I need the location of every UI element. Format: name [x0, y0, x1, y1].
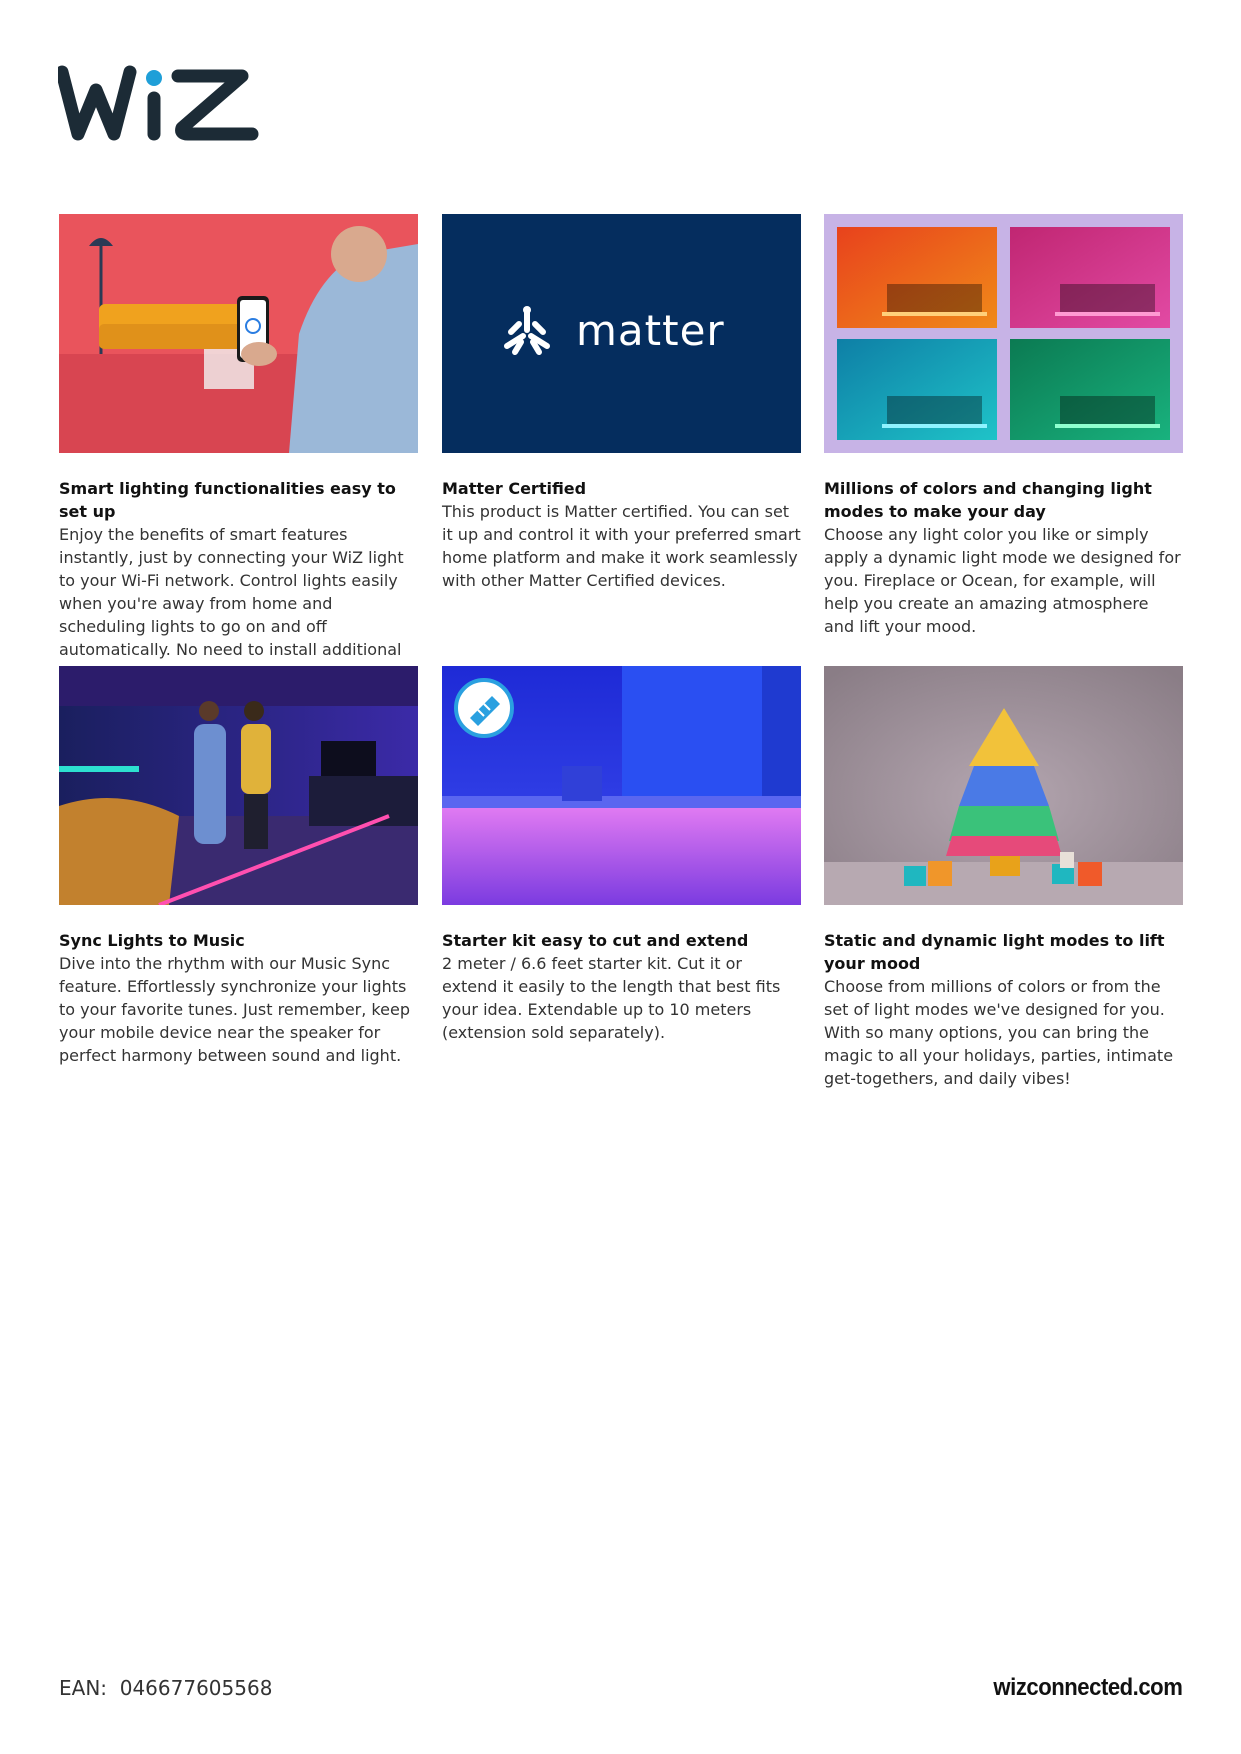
- feature-title: Static and dynamic light modes to lift your mood: [824, 931, 1165, 973]
- website-link[interactable]: wizconnected.com: [993, 1674, 1182, 1701]
- music-sync-image: [59, 666, 418, 905]
- feature-card-smart-setup: [59, 214, 418, 684]
- feature-title: Smart lighting functionalities easy to set up: [59, 479, 396, 521]
- feature-title: Matter Certified: [442, 479, 587, 498]
- matter-image: [442, 214, 801, 453]
- colors-image: [824, 214, 1183, 453]
- feature-description: This product is Matter certified. You can set it up and control it with your preferred smart home platform and make it work seamlessly with other Matter Certified devices.: [442, 502, 801, 590]
- feature-title: Sync Lights to Music: [59, 931, 245, 950]
- feature-title: Starter kit easy to cut and extend: [442, 931, 749, 950]
- feature-description: Dive into the rhythm with our Music Sync feature. Effortlessly synchronize your lights to your favorite tunes. Just remember, keep your mobile device near the speaker for perfect harmony between sound and light.: [59, 954, 410, 1065]
- smart-setup-image: [59, 214, 418, 453]
- wiz-logo: [58, 58, 284, 148]
- ean-code: EAN: 046677605568: [59, 1676, 273, 1700]
- feature-description: Enjoy the benefits of smart features instantly, just by connecting your WiZ light to your Wi-Fi network. Control lights easily when you're away from home and scheduling lights to go on and off automatically. No need to install additional: [59, 525, 404, 659]
- matter-wordmark: matter: [576, 306, 725, 355]
- feature-description: 2 meter / 6.6 feet starter kit. Cut it or extend it easily to the length that best fits your idea. Extendable up to 10 meters (extension sold separately).: [442, 954, 781, 1042]
- feature-description: Choose any light color you like or simply apply a dynamic light mode we designed for you. Fireplace or Ocean, for example, will help you create an amazing atmosphere and lift your mood.: [824, 525, 1181, 636]
- feature-card-colors: [824, 214, 1183, 638]
- feature-title: Millions of colors and changing light modes to make your day: [824, 479, 1152, 521]
- feature-card-matter: [442, 214, 801, 592]
- feature-card-light-modes: [824, 666, 1183, 1090]
- feature-card-starter-kit: [442, 666, 801, 1044]
- feature-card-music-sync: [59, 666, 418, 1067]
- christmas-tree-image: [824, 666, 1183, 905]
- starter-kit-image: [442, 666, 801, 905]
- feature-description: Choose from millions of colors or from the set of light modes we've designed for you. With so many options, you can bring the magic to all your holidays, parties, intimate get-togethers, and daily vibes!: [824, 977, 1174, 1088]
